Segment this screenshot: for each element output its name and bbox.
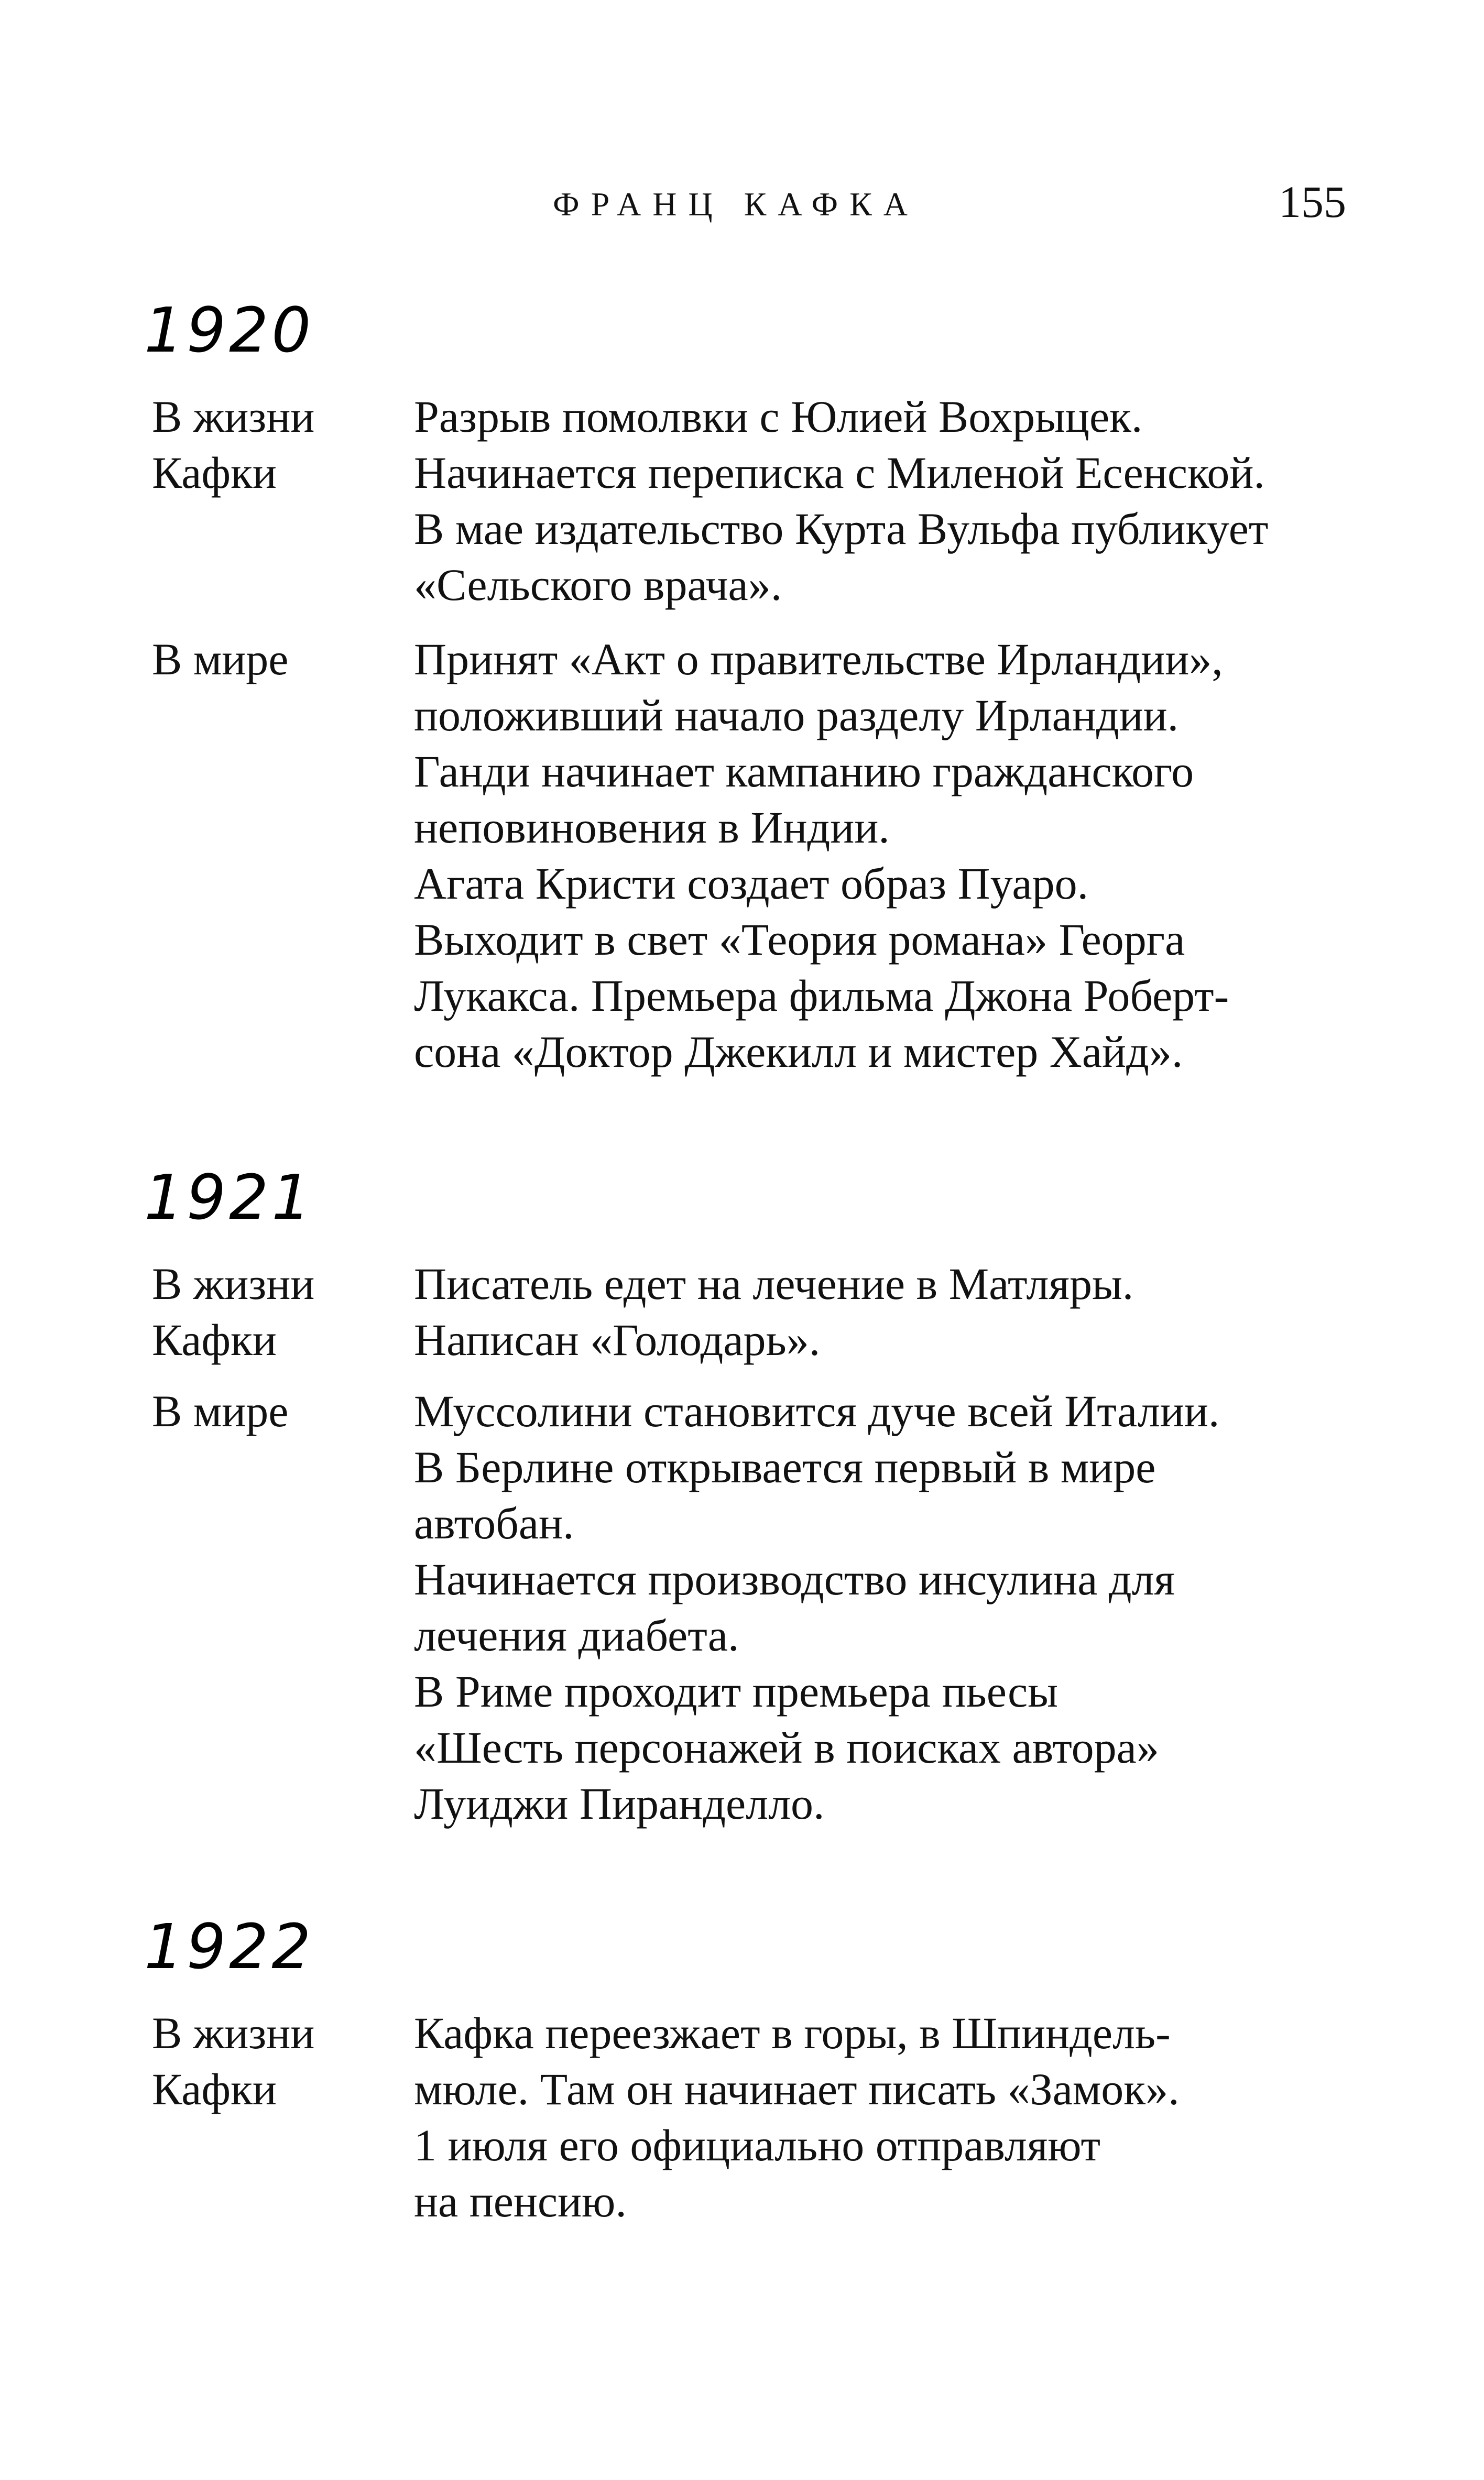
text-line: на пенсию. (414, 2176, 627, 2226)
text-line: Писатель едет на лечение в Матляры. (414, 1259, 1134, 1309)
year-heading: 1921 (144, 1161, 314, 1233)
entry-label (152, 389, 372, 501)
entry-text (414, 389, 1357, 613)
text-line: положивший начало разделу Ирландии. (414, 690, 1179, 740)
text-line: «Сельского врача». (414, 560, 782, 610)
label-line: В мире (152, 634, 289, 684)
text-line: Муссолини становится дуче всей Италии. (414, 1386, 1220, 1436)
entry-text (414, 2005, 1357, 2230)
text-line: Луиджи Пиранделло. (414, 1778, 825, 1829)
label-line: В жизни (152, 391, 315, 442)
label-line: В мире (152, 1386, 289, 1436)
text-line: автобан. (414, 1498, 574, 1548)
label-line: В жизни (152, 2008, 315, 2058)
entry-text (414, 631, 1357, 1080)
text-line: В мае издательство Курта Вульфа публикует (414, 504, 1269, 554)
text-line: Лукакса. Премьера фильма Джона Роберт- (414, 970, 1229, 1021)
text-line: Агата Кристи создает образ Пуаро. (414, 858, 1089, 909)
year-heading: 1922 (144, 1910, 314, 1983)
running-head (0, 176, 1484, 233)
year-heading: 1920 (144, 294, 314, 366)
entry-label (152, 2005, 372, 2117)
text-line: лечения диабета. (414, 1610, 739, 1660)
running-title: ФРАНЦ КАФКА (553, 185, 919, 223)
text-line: В Берлине открывается первый в мире (414, 1442, 1156, 1492)
text-line: неповиновения в Индии. (414, 802, 890, 853)
text-line: В Риме проходит премьера пьесы (414, 1666, 1058, 1717)
text-line: Ганди начинает кампанию гражданского (414, 746, 1194, 796)
label-line: Кафки (152, 1315, 277, 1365)
entry-label (152, 1256, 372, 1368)
label-line: Кафки (152, 447, 277, 498)
text-line: Начинается переписка с Миленой Есенской. (414, 447, 1265, 498)
entry-label (152, 631, 372, 687)
text-line: Написан «Голодарь». (414, 1315, 821, 1365)
text-line: Выходит в свет «Теория романа» Георга (414, 914, 1185, 965)
text-line: Разрыв помолвки с Юлией Вохрыцек. (414, 391, 1143, 442)
text-line: 1 июля его официально отправляют (414, 2120, 1101, 2170)
text-line: Кафка переезжает в горы, в Шпиндель- (414, 2008, 1171, 2058)
text-line: сона «Доктор Джекилл и мистер Хайд». (414, 1026, 1183, 1077)
entry-text (414, 1383, 1357, 1832)
label-line: В жизни (152, 1259, 315, 1309)
text-line: Начинается производство инсулина для (414, 1554, 1175, 1604)
label-line: Кафки (152, 2064, 277, 2114)
text-line: «Шесть персонажей в поисках автора» (414, 1722, 1159, 1773)
text-line: мюле. Там он начинает писать «Замок». (414, 2064, 1180, 2114)
page-number: 155 (1279, 177, 1346, 227)
entry-label (152, 1383, 372, 1439)
text-line: Принят «Акт о правительстве Ирландии», (414, 634, 1223, 684)
entry-text (414, 1256, 1357, 1368)
